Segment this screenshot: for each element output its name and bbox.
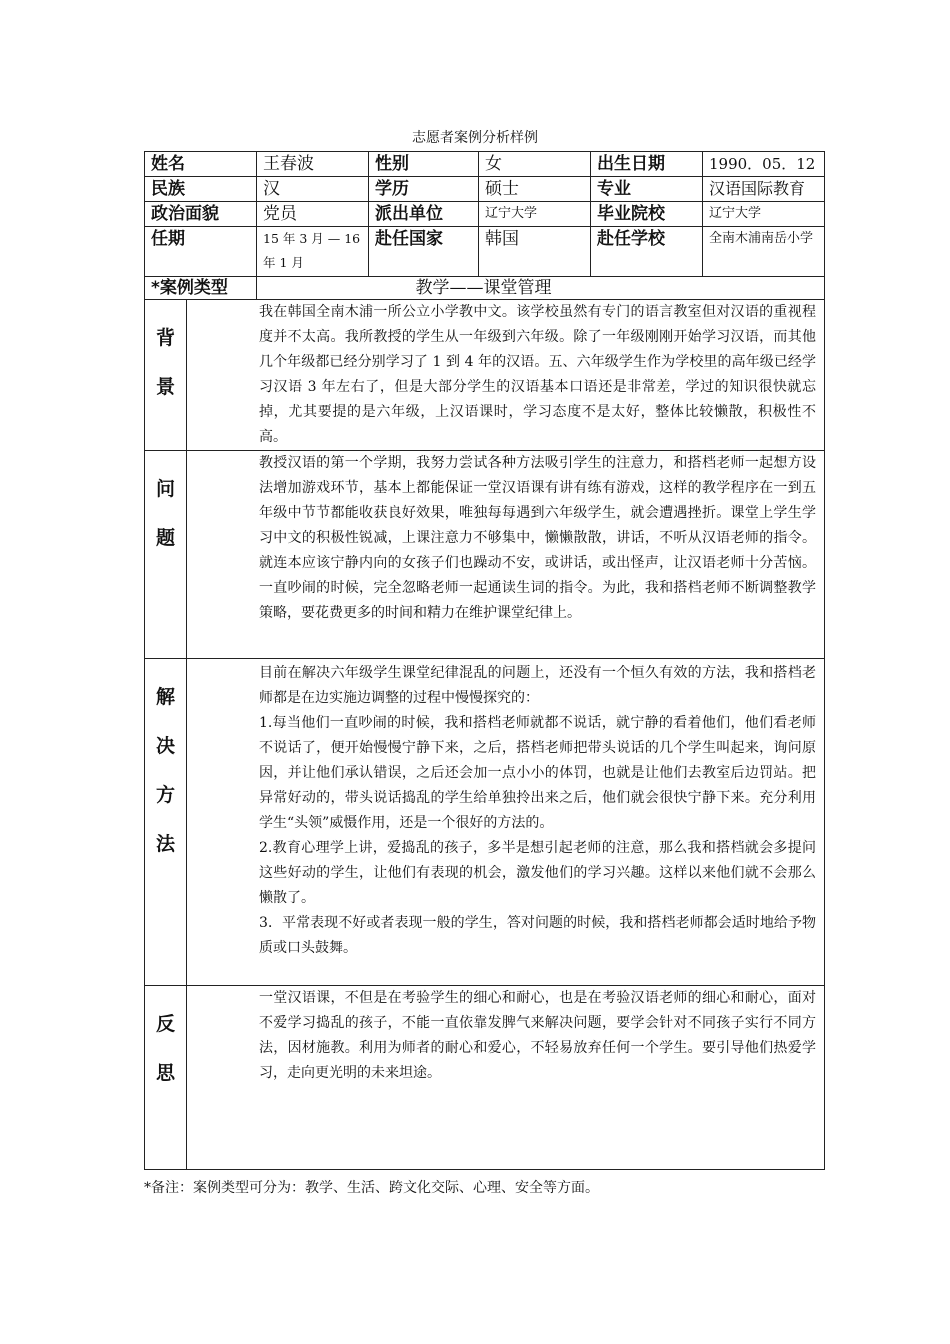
major-value: 汉语国际教育 xyxy=(703,177,825,202)
dispatch-label: 派出单位 xyxy=(369,202,479,227)
problem-section xyxy=(145,451,825,659)
term-value: 15 年 3 月 — 16 年 1 月 xyxy=(257,227,369,277)
footnote: *备注：案例类型可分为：教学、生活、跨文化交际、心理、安全等方面。 xyxy=(144,1180,599,1196)
background-heading: 背 景 xyxy=(145,300,187,451)
country-label: 赴任国家 xyxy=(369,227,479,277)
gender-value: 女 xyxy=(479,152,591,177)
major-label: 专业 xyxy=(591,177,703,202)
reflection-section xyxy=(145,986,825,1170)
grad-school-label: 毕业院校 xyxy=(591,202,703,227)
solution-paragraph: 1.每当他们一直吵闹的时候，我和搭档老师就都不说话，就宁静的看着他们，他们看老师不说话了，便开始慢慢宁静下来，之后，搭档老师把带头说话的几个学生叫起来，询问原因，并让他们承认错误，之后还会加一点小小的体罚，也就是让他们去教室后边罚站。把异常好动的，带头说话捣乱的学生给单独拎出来之后，他们就会很快宁静下来。充分利用学生“头领”威慑作用，还是一个很好的方法的。 xyxy=(259,715,816,831)
case-form-table xyxy=(144,151,825,1170)
reflection-text: 一堂汉语课，不但是在考验学生的细心和耐心，也是在考验汉语老师的细心和耐心，面对不爱学习捣乱的孩子，不能一直依靠发脾气来解决问题，要学会针对不同孩子实行不同方法，因材施教。利用为师者的耐心和爱心，不轻易放弃任何一个学生。要引导他们热爱学习，走向更光明的未来坦途。 xyxy=(187,986,825,1170)
problem-heading: 问 题 xyxy=(145,451,187,659)
politics-value: 党员 xyxy=(257,202,369,227)
school-value: 全南木浦南岳小学 xyxy=(703,227,825,277)
solution-section xyxy=(145,659,825,986)
page-title: 志愿者案例分析样例 xyxy=(412,130,538,146)
solution-heading: 解 决 方 法 xyxy=(145,659,187,986)
background-section xyxy=(145,300,825,451)
gender-label: 性别 xyxy=(369,152,479,177)
solution-paragraph: 3．平常表现不好或者表现一般的学生，答对问题的时候，我和搭档老师都会适时地给予物质或口头鼓舞。 xyxy=(259,915,816,956)
case-type-value: 教学——课堂管理 xyxy=(257,277,825,300)
dob-label: 出生日期 xyxy=(591,152,703,177)
grad-school-value: 辽宁大学 xyxy=(703,202,825,227)
term-label: 任期 xyxy=(145,227,257,277)
reflection-heading: 反 思 xyxy=(145,986,187,1170)
dispatch-value: 辽宁大学 xyxy=(479,202,591,227)
politics-label: 政治面貌 xyxy=(145,202,257,227)
school-label: 赴任学校 xyxy=(591,227,703,277)
case-type-row xyxy=(145,277,825,300)
country-value: 韩国 xyxy=(479,227,591,277)
name-value: 王春波 xyxy=(257,152,369,177)
form-row xyxy=(145,152,825,177)
dob-value: 1990．05．12 xyxy=(703,152,825,177)
education-value: 硕士 xyxy=(479,177,591,202)
form-row xyxy=(145,177,825,202)
problem-text: 教授汉语的第一个学期，我努力尝试各种方法吸引学生的注意力，和搭档老师一起想方设法增加游戏环节，基本上都能保证一堂汉语课有讲有练有游戏，这样的教学程序在一到五年级中节节都能收获良好效果，唯独每每遇到六年级学生，就会遭遇挫折。课堂上学生学习中文的积极性锐减，上课注意力不够集中，懒懒散散，讲话，不听从汉语老师的指令。就连本应该宁静内向的女孩子们也躁动不安，或讲话，或出怪声，让汉语老师十分苦恼。一直吵闹的时候，完全忽略老师一起通读生词的指令。为此，我和搭档老师不断调整教学策略，要花费更多的时间和精力在维护课堂纪律上。 xyxy=(187,451,825,659)
name-label: 姓名 xyxy=(145,152,257,177)
solution-paragraph: 2.教育心理学上讲，爱捣乱的孩子，多半是想引起老师的注意，那么我和搭档就会多提问这些好动的学生，让他们有表现的机会，激发他们的学习兴趣。这样以来他们就不会那么懒散了。 xyxy=(259,840,816,906)
solution-paragraph: 目前在解决六年级学生课堂纪律混乱的问题上，还没有一个恒久有效的方法，我和搭档老师都是在边实施边调整的过程中慢慢探究的： xyxy=(259,665,816,706)
solution-text xyxy=(187,659,825,986)
education-label: 学历 xyxy=(369,177,479,202)
ethnicity-label: 民族 xyxy=(145,177,257,202)
background-text: 我在韩国全南木浦一所公立小学教中文。该学校虽然有专门的语言教室但对汉语的重视程度并不太高。我所教授的学生从一年级到六年级。除了一年级刚刚开始学习汉语，而其他几个年级都已经分别学习了 1 到 4 年的汉语。五、六年级学生作为学校里的高年级已经学习汉语 3 年左右了，但是大部分学生的汉语基本口语还是非常差，学过的知识很快就忘掉，尤其要提的是六年级，上汉语课时，学习态度不是太好，整体比较懒散，积极性不高。 xyxy=(187,300,825,451)
form-row xyxy=(145,227,825,277)
ethnicity-value: 汉 xyxy=(257,177,369,202)
case-type-label: *案例类型 xyxy=(145,277,257,300)
form-row xyxy=(145,202,825,227)
